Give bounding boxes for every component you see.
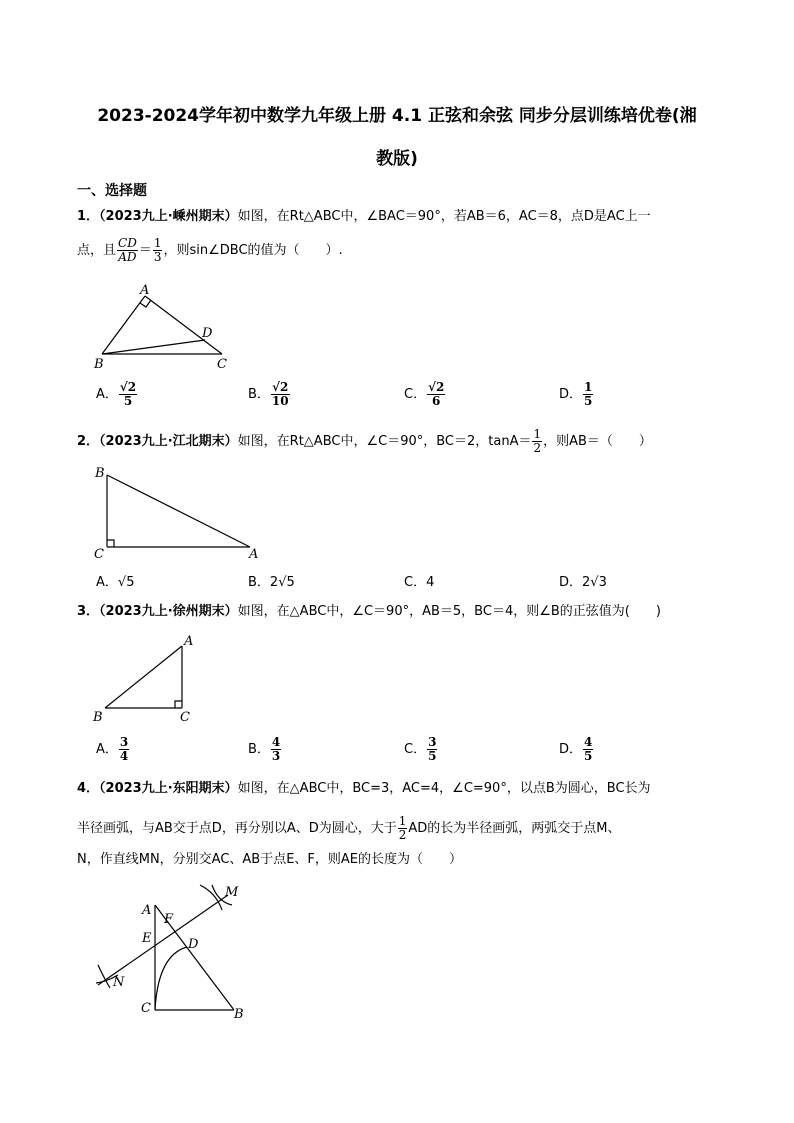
- question-text: 半径画弧，与AB交于点D，再分别以A、D为圆心，大于: [77, 821, 397, 836]
- option-b[interactable]: B． $\frac{√2}{10}$: [248, 380, 289, 408]
- option-b[interactable]: B． $\frac{4}{3}$: [248, 735, 281, 763]
- question-text: 如图，在△ABC中，BC=3，AC=4，∠C=90°，以点B为圆心，BC长为: [237, 781, 651, 796]
- question-text: 点，且: [77, 243, 117, 258]
- question-source: （2023九上·东阳期末）: [99, 781, 238, 796]
- question-text: AD的长为半径画弧，两弧交于点M、: [408, 821, 621, 836]
- equals-sign: ＝: [138, 243, 152, 258]
- document-title-line1: 2023-2024学年初中数学九年级上册 4.1 正弦和余弦 同步分层训练培优卷(湘: [97, 106, 697, 126]
- option-c[interactable]: C． $\frac{√2}{6}$: [404, 380, 445, 408]
- label-c: C: [94, 547, 104, 562]
- label-b: B: [234, 1007, 244, 1022]
- label-c: C: [141, 1001, 151, 1016]
- label-f: F: [164, 912, 174, 927]
- option-a[interactable]: A． $\frac{3}{4}$: [96, 735, 129, 763]
- arc-cd: [155, 947, 187, 1010]
- fraction: $\frac{CD}{AD}$: [118, 236, 137, 264]
- label-d: D: [202, 326, 213, 341]
- question-text: 如图，在Rt△ABC中，∠BAC＝90°，若AB＝6，AC＝8，点D是AC上一: [237, 209, 651, 224]
- question-text: ，则sin∠DBC的值为（ ）.: [163, 243, 343, 258]
- question-text: N，作直线MN，分别交AC、AB于点E、F，则AE的长度为（ ）: [77, 852, 463, 867]
- label-c: C: [180, 710, 190, 725]
- question-number: 4．: [77, 781, 100, 796]
- question-number: 3．: [77, 604, 100, 619]
- label-a: A: [249, 547, 259, 562]
- label-a: A: [184, 634, 194, 649]
- option-a[interactable]: A． $\frac{√2}{5}$: [96, 380, 137, 408]
- fraction: $\frac{1}{3}$: [153, 236, 162, 264]
- question-source: （2023九上·江北期末）: [99, 434, 238, 449]
- line-mn: [98, 895, 228, 985]
- question-source: （2023九上·徐州期末）: [99, 604, 238, 619]
- question-number: 2．: [77, 434, 100, 449]
- option-c[interactable]: C． $\frac{3}{5}$: [404, 735, 437, 763]
- option-d[interactable]: D． $\frac{1}{5}$: [559, 380, 593, 408]
- fraction: $\frac{1}{2}$: [398, 814, 407, 842]
- question-text: ，则AB＝（ ）: [543, 434, 652, 449]
- fraction: $\frac{1}{2}$: [533, 427, 542, 455]
- section-heading: 一、选择题: [77, 183, 147, 199]
- label-b: B: [93, 710, 103, 725]
- option-a[interactable]: A．√5: [96, 575, 135, 590]
- label-a: A: [142, 903, 152, 918]
- label-b: B: [94, 357, 104, 372]
- option-c[interactable]: C．4: [404, 575, 435, 590]
- arc-n-1: [98, 965, 110, 988]
- option-b[interactable]: B．2√5: [248, 575, 295, 590]
- label-m: M: [225, 885, 239, 900]
- question-number: 1．: [77, 209, 100, 224]
- label-d: D: [188, 937, 199, 952]
- question-text: 如图，在△ABC中，∠C＝90°，AB＝5，BC＝4，则∠B的正弦值为( ): [237, 604, 661, 619]
- label-n: N: [113, 975, 125, 990]
- question-text: 如图，在Rt△ABC中，∠C＝90°，BC＝2，tanA＝: [237, 434, 532, 449]
- question-source: （2023九上·嵊州期末）: [99, 209, 238, 224]
- label-b: B: [95, 466, 105, 481]
- document-title-line2: 教版): [376, 149, 418, 169]
- label-e: E: [142, 931, 152, 946]
- label-a: A: [140, 283, 150, 298]
- label-c: C: [217, 357, 227, 372]
- option-d[interactable]: D．2√3: [559, 575, 607, 590]
- option-d[interactable]: D． $\frac{4}{5}$: [559, 735, 593, 763]
